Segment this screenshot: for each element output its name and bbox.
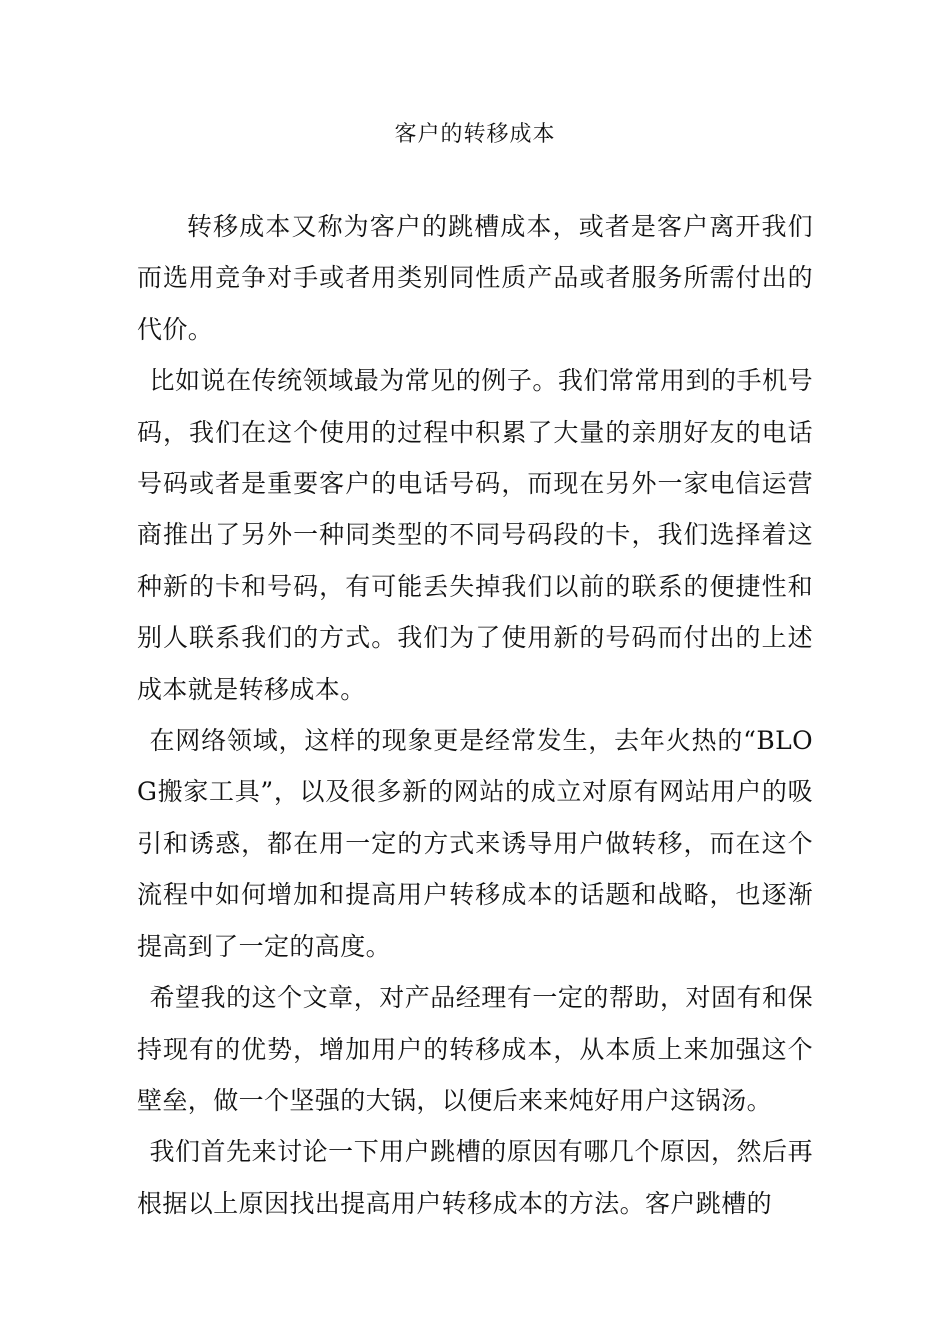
paragraph-definition: 转移成本又称为客户的跳槽成本，或者是客户离开我们而选用竞争对手或者用类别同性质产品或者服务所需付出的代价。: [137, 212, 813, 344]
document-body: [137, 201, 813, 1229]
paragraph-network-example: 在网络领域，这样的现象更是经常发生，去年火热的“BLOG搬家工具”，以及很多新的网站的成立对原有网站用户的吸引和诱惑，都在用一定的方式来诱导用户做转移，而在这个流程中如何增加和提高用户转移成本的话题和战略，也逐渐提高到了一定的高度。: [137, 726, 813, 961]
paragraph-phone-example: 比如说在传统领域最为常见的例子。我们常常用到的手机号码，我们在这个使用的过程中积累了大量的亲朋好友的电话号码或者是重要客户的电话号码，而现在另外一家电信运营商推出了另外一种同类型的不同号码段的卡，我们选择着这种新的卡和号码，有可能丢失掉我们以前的联系的便捷性和别人联系我们的方式。我们为了使用新的号码而付出的上述成本就是转移成本。: [137, 366, 813, 704]
paragraph-discussion: 我们首先来讨论一下用户跳槽的原因有哪几个原因，然后再根据以上原因找出提高用户转移成本的方法。客户跳槽的: [137, 1137, 813, 1218]
paragraph-hope: 希望我的这个文章，对产品经理有一定的帮助，对固有和保持现有的优势，增加用户的转移成本，从本质上来加强这个壁垒，做一个坚强的大锅，以便后来来炖好用户这锅汤。: [137, 983, 813, 1115]
document-title: 客户的转移成本: [394, 122, 556, 147]
